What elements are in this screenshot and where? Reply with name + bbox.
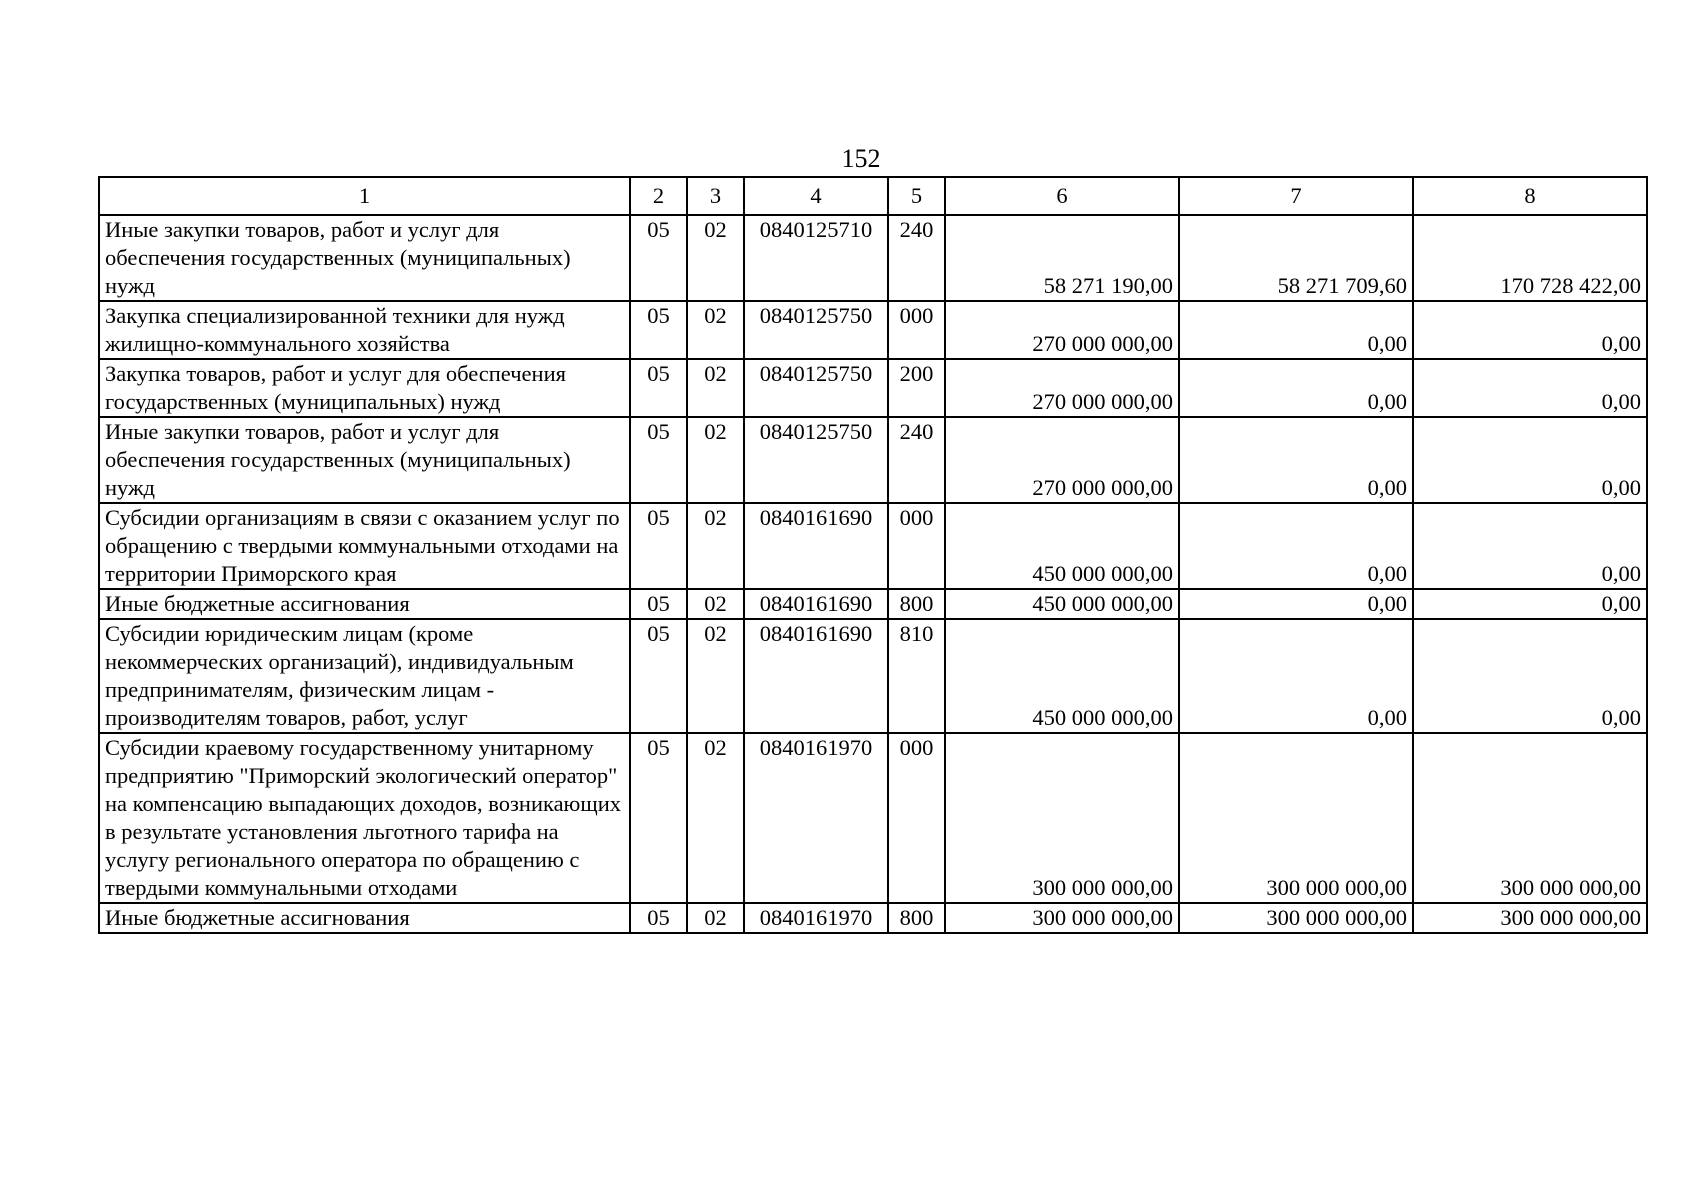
amount-col-6-cell: 270 000 000,00 [945, 301, 1179, 359]
section-code-cell: 05 [630, 733, 687, 903]
expense-type-code-cell: 000 [888, 301, 945, 359]
target-article-code-cell: 0840161970 [744, 903, 888, 933]
item-name-cell: Субсидии краевому государственному унитарному предприятию "Приморский экологический оператор" на компенсацию выпадающих доходов, возникающих в результате установления льготного тарифа на услугу регионального оператора по обращению с твердыми коммунальными отходами [99, 733, 630, 903]
column-header-8: 8 [1413, 177, 1647, 215]
section-code-cell: 05 [630, 359, 687, 417]
subsection-code-cell: 02 [687, 215, 744, 301]
expense-type-code-cell: 810 [888, 619, 945, 733]
target-article-code-cell: 0840125710 [744, 215, 888, 301]
amount-col-6-cell: 300 000 000,00 [945, 903, 1179, 933]
expense-type-code-cell: 240 [888, 215, 945, 301]
target-article-code-cell: 0840161690 [744, 503, 888, 589]
amount-col-8-cell: 170 728 422,00 [1413, 215, 1647, 301]
column-header-7: 7 [1179, 177, 1413, 215]
target-article-code-cell: 0840125750 [744, 417, 888, 503]
section-code-cell: 05 [630, 215, 687, 301]
table-row [99, 589, 1647, 619]
amount-col-6-cell: 270 000 000,00 [945, 417, 1179, 503]
column-header-2: 2 [630, 177, 687, 215]
table-row [99, 733, 1647, 903]
amount-col-6-cell: 270 000 000,00 [945, 359, 1179, 417]
subsection-code-cell: 02 [687, 619, 744, 733]
target-article-code-cell: 0840161690 [744, 589, 888, 619]
expense-type-code-cell: 240 [888, 417, 945, 503]
amount-col-7-cell: 0,00 [1179, 619, 1413, 733]
table-row [99, 417, 1647, 503]
item-name-cell: Иные закупки товаров, работ и услуг для обеспечения государственных (муниципальных) нужд [99, 215, 630, 301]
item-name-cell: Иные закупки товаров, работ и услуг для обеспечения государственных (муниципальных) нужд [99, 417, 630, 503]
page-number: 152 [841, 144, 881, 173]
amount-col-6-cell: 300 000 000,00 [945, 733, 1179, 903]
column-number-header-row [99, 177, 1647, 215]
subsection-code-cell: 02 [687, 589, 744, 619]
amount-col-8-cell: 300 000 000,00 [1413, 733, 1647, 903]
item-name-cell: Закупка специализированной техники для нужд жилищно-коммунального хозяйства [99, 301, 630, 359]
expense-type-code-cell: 000 [888, 503, 945, 589]
amount-col-6-cell: 58 271 190,00 [945, 215, 1179, 301]
subsection-code-cell: 02 [687, 733, 744, 903]
amount-col-7-cell: 0,00 [1179, 359, 1413, 417]
amount-col-7-cell: 58 271 709,60 [1179, 215, 1413, 301]
item-name-cell: Закупка товаров, работ и услуг для обеспечения государственных (муниципальных) нужд [99, 359, 630, 417]
target-article-code-cell: 0840161690 [744, 619, 888, 733]
section-code-cell: 05 [630, 503, 687, 589]
amount-col-7-cell: 0,00 [1179, 503, 1413, 589]
amount-col-7-cell: 300 000 000,00 [1179, 903, 1413, 933]
amount-col-8-cell: 0,00 [1413, 589, 1647, 619]
amount-col-8-cell: 300 000 000,00 [1413, 903, 1647, 933]
table-row [99, 359, 1647, 417]
column-header-6: 6 [945, 177, 1179, 215]
subsection-code-cell: 02 [687, 503, 744, 589]
target-article-code-cell: 0840161970 [744, 733, 888, 903]
subsection-code-cell: 02 [687, 301, 744, 359]
item-name-cell: Субсидии юридическим лицам (кроме некоммерческих организаций), индивидуальным предпринимателям, физическим лицам - производителям товаров, работ, услуг [99, 619, 630, 733]
amount-col-6-cell: 450 000 000,00 [945, 589, 1179, 619]
column-header-1: 1 [99, 177, 630, 215]
section-code-cell: 05 [630, 589, 687, 619]
column-header-4: 4 [744, 177, 888, 215]
amount-col-8-cell: 0,00 [1413, 503, 1647, 589]
target-article-code-cell: 0840125750 [744, 359, 888, 417]
amount-col-7-cell: 300 000 000,00 [1179, 733, 1413, 903]
budget-table [98, 176, 1648, 934]
amount-col-7-cell: 0,00 [1179, 417, 1413, 503]
column-header-5: 5 [888, 177, 945, 215]
table-row [99, 619, 1647, 733]
amount-col-8-cell: 0,00 [1413, 359, 1647, 417]
table-row [99, 301, 1647, 359]
table-row [99, 903, 1647, 933]
amount-col-8-cell: 0,00 [1413, 301, 1647, 359]
subsection-code-cell: 02 [687, 359, 744, 417]
amount-col-8-cell: 0,00 [1413, 619, 1647, 733]
expense-type-code-cell: 800 [888, 903, 945, 933]
amount-col-8-cell: 0,00 [1413, 417, 1647, 503]
amount-col-6-cell: 450 000 000,00 [945, 503, 1179, 589]
item-name-cell: Иные бюджетные ассигнования [99, 589, 630, 619]
expense-type-code-cell: 800 [888, 589, 945, 619]
section-code-cell: 05 [630, 417, 687, 503]
section-code-cell: 05 [630, 301, 687, 359]
amount-col-6-cell: 450 000 000,00 [945, 619, 1179, 733]
table-row [99, 503, 1647, 589]
section-code-cell: 05 [630, 619, 687, 733]
amount-col-7-cell: 0,00 [1179, 589, 1413, 619]
target-article-code-cell: 0840125750 [744, 301, 888, 359]
subsection-code-cell: 02 [687, 903, 744, 933]
item-name-cell: Иные бюджетные ассигнования [99, 903, 630, 933]
table-row [99, 215, 1647, 301]
expense-type-code-cell: 000 [888, 733, 945, 903]
expense-type-code-cell: 200 [888, 359, 945, 417]
column-header-3: 3 [687, 177, 744, 215]
section-code-cell: 05 [630, 903, 687, 933]
subsection-code-cell: 02 [687, 417, 744, 503]
item-name-cell: Субсидии организациям в связи с оказанием услуг по обращению с твердыми коммунальными отходами на территории Приморского края [99, 503, 630, 589]
amount-col-7-cell: 0,00 [1179, 301, 1413, 359]
